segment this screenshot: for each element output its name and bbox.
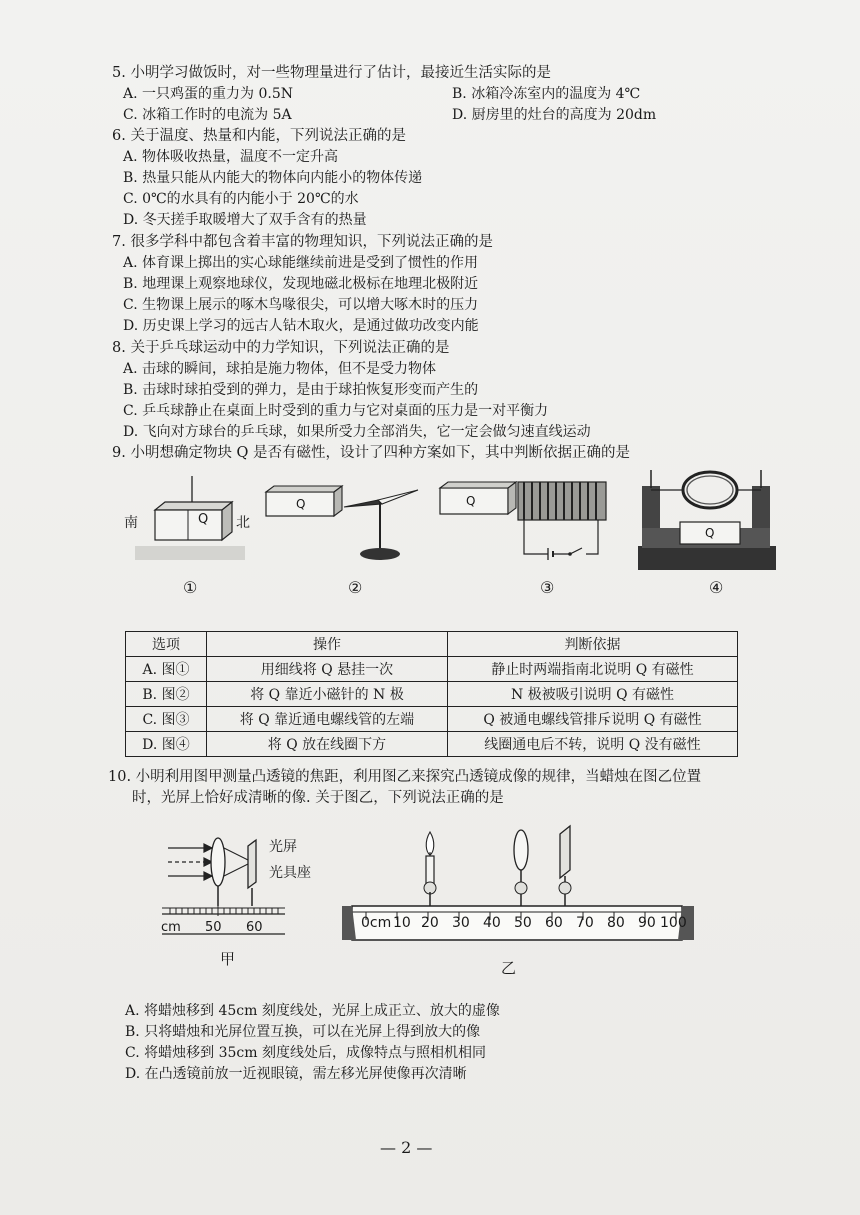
q9-criteria-table <box>125 631 738 757</box>
q5-option-d: D. 厨房里的灶台的高度为 20dm <box>452 107 657 123</box>
q5-option-b: B. 冰箱冷冻室内的温度为 4℃ <box>452 86 641 102</box>
table-row <box>126 682 738 707</box>
table-header-operation: 操作 <box>207 632 448 657</box>
yi-tick-80: 80 <box>607 915 625 931</box>
q6-option-d: D. 冬天搓手取暖增大了双手含有的热量 <box>123 212 367 228</box>
q-block-label-4: Q <box>705 526 715 540</box>
yi-tick-20: 20 <box>421 915 439 931</box>
q10-option-d: D. 在凸透镜前放一近视眼镜，需左移光屏使像再次清晰 <box>125 1066 467 1082</box>
yi-tick-70: 70 <box>576 915 594 931</box>
q5-option-a: A. 一只鸡蛋的重力为 0.5N <box>123 86 293 102</box>
yi-tick-30: 30 <box>452 915 470 931</box>
q5-option-c: C. 冰箱工作时的电流为 5A <box>123 107 292 123</box>
table-cell: C. 图③ <box>126 707 207 732</box>
q7-option-c: C. 生物课上展示的啄木鸟喙很尖，可以增大啄木时的压力 <box>123 297 479 313</box>
table-cell: 将 Q 靠近通电螺线管的左端 <box>207 707 448 732</box>
q6-option-a: A. 物体吸收热量，温度不一定升高 <box>123 149 339 165</box>
figure-label-1: ① <box>183 578 198 597</box>
q8-option-d: D. 飞向对方球台的乒乓球，如果所受力全部消失，它一定会做匀速直线运动 <box>123 424 591 440</box>
figure-label-2: ② <box>348 578 363 597</box>
table-cell: 线圈通电后不转，说明 Q 没有磁性 <box>448 732 738 757</box>
yi-tick-60: 60 <box>545 915 563 931</box>
table-cell: 将 Q 放在线圈下方 <box>207 732 448 757</box>
q8-option-a: A. 击球的瞬间，球拍是施力物体，但不是受力物体 <box>123 361 437 377</box>
yi-tick-100: 100 <box>660 915 687 931</box>
q9-stem: 9. 小明想确定物块 Q 是否有磁性，设计了四种方案如下，其中判断依据正确的是 <box>112 445 631 461</box>
jia-tick-60: 60 <box>246 920 263 935</box>
q8-stem: 8. 关于乒乓球运动中的力学知识，下列说法正确的是 <box>112 340 450 356</box>
table-cell: N 极被吸引说明 Q 有磁性 <box>448 682 738 707</box>
q5-stem: 5. 小明学习做饭时，对一些物理量进行了估计，最接近生活实际的是 <box>112 65 551 81</box>
table-cell: A. 图① <box>126 657 207 682</box>
q10-stem-line2: 时，光屏上恰好成清晰的像. 关于图乙，下列说法正确的是 <box>132 790 504 806</box>
yi-tick-50: 50 <box>514 915 532 931</box>
figure-label-4: ④ <box>709 578 724 597</box>
yi-tick-0: 0cm <box>361 915 392 931</box>
q10-stem-line1: 10. 小明利用图甲测量凸透镜的焦距，利用图乙来探究凸透镜成像的规律，当蜡烛在图乙位置 <box>108 769 702 785</box>
table-row <box>126 707 738 732</box>
north-label: 北 <box>236 515 250 531</box>
table-cell: B. 图② <box>126 682 207 707</box>
table-header-row <box>126 632 738 657</box>
jia-caption: 甲 <box>220 950 236 968</box>
figure-3-solenoid <box>436 478 616 568</box>
q7-option-b: B. 地理课上观察地球仪，发现地磁北极标在地理北极附近 <box>123 276 479 292</box>
yi-tick-40: 40 <box>483 915 501 931</box>
jia-tick-unit: cm <box>161 920 181 935</box>
table-row <box>126 657 738 682</box>
table-cell: 将 Q 靠近小磁针的 N 极 <box>207 682 448 707</box>
yi-tick-90: 90 <box>638 915 656 931</box>
q8-option-b: B. 击球时球拍受到的弹力，是由于球拍恢复形变而产生的 <box>123 382 479 398</box>
q7-option-a: A. 体育课上掷出的实心球能继续前进是受到了惯性的作用 <box>123 255 479 271</box>
bench-label: 光具座 <box>269 865 311 881</box>
figure-label-3: ③ <box>540 578 555 597</box>
q7-option-d: D. 历史课上学习的远古人钻木取火，是通过做功改变内能 <box>123 318 479 334</box>
q6-option-c: C. 0℃的水具有的内能小于 20℃的水 <box>123 191 359 207</box>
table-cell: 用细线将 Q 悬挂一次 <box>207 657 448 682</box>
q-block-label-3: Q <box>466 494 476 508</box>
q-block-label-2: Q <box>296 497 306 511</box>
table-header-option: 选项 <box>126 632 207 657</box>
table-cell: 静止时两端指南北说明 Q 有磁性 <box>448 657 738 682</box>
yi-tick-10: 10 <box>393 915 411 931</box>
q6-stem: 6. 关于温度、热量和内能，下列说法正确的是 <box>112 128 406 144</box>
q10-option-a: A. 将蜡烛移到 45cm 刻度线处，光屏上成正立、放大的虚像 <box>125 1003 500 1019</box>
jia-tick-50: 50 <box>205 920 222 935</box>
screen-label: 光屏 <box>269 839 297 855</box>
table-cell: Q 被通电螺线管排斥说明 Q 有磁性 <box>448 707 738 732</box>
figure-2-compass-needle <box>262 482 437 567</box>
yi-caption: 乙 <box>501 959 517 977</box>
page-number: — 2 — <box>380 1138 433 1157</box>
q6-option-b: B. 热量只能从内能大的物体向内能小的物体传递 <box>123 170 423 186</box>
q-block-label-1: Q <box>198 512 209 527</box>
q10-option-c: C. 将蜡烛移到 35cm 刻度线处后，成像特点与照相机相同 <box>125 1045 486 1061</box>
q7-stem: 7. 很多学科中都包含着丰富的物理知识，下列说法正确的是 <box>112 234 493 250</box>
table-cell: D. 图④ <box>126 732 207 757</box>
figure-4-coil-on-stand <box>632 466 782 576</box>
table-header-criterion: 判断依据 <box>448 632 738 657</box>
q8-option-c: C. 乒乓球静止在桌面上时受到的重力与它对桌面的压力是一对平衡力 <box>123 403 549 419</box>
table-row <box>126 732 738 757</box>
south-label: 南 <box>124 515 138 531</box>
q10-option-b: B. 只将蜡烛和光屏位置互换，可以在光屏上得到放大的像 <box>125 1024 481 1040</box>
